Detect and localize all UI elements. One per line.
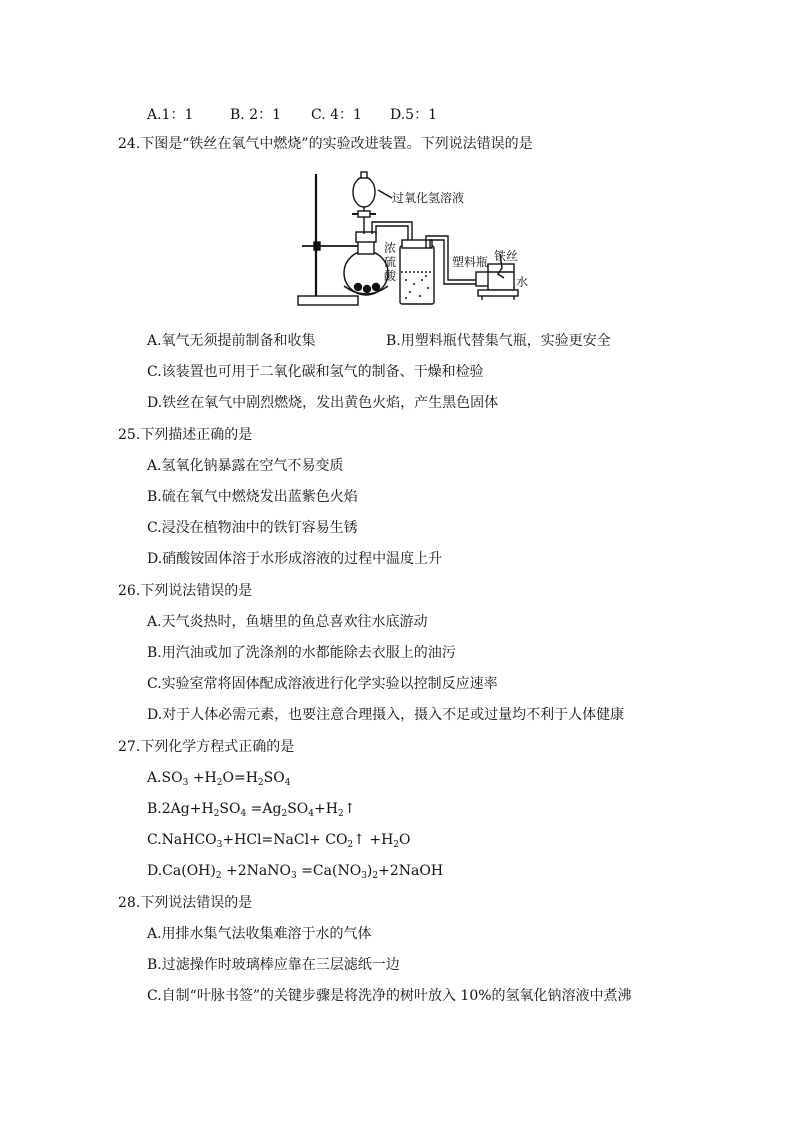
q23-option-a: A.1：1 (147, 107, 194, 123)
label-bottle: 塑料瓶 (452, 255, 489, 269)
q27-option-a: $A.SO_3 +H_2O=H_2SO_4$ (147, 770, 291, 788)
q25-option-b: B.硫在氧气中燃烧发出蓝紫色火焰 (147, 489, 358, 505)
q26-option-a: A.天气炎热时，鱼塘里的鱼总喜欢往水底游动 (147, 614, 428, 630)
q24-option-a: A.氧气无须提前制备和收集 (147, 333, 316, 349)
label-acid-2: 硫 (384, 255, 397, 269)
label-water: 水 (516, 275, 528, 289)
q26-stem: 26.下列说法错误的是 (118, 583, 253, 599)
q25-stem: 25.下列描述正确的是 (118, 427, 253, 443)
q27-stem: 27.下列化学方程式正确的是 (118, 739, 295, 755)
water-trough (488, 264, 514, 290)
q23-option-d: D.5：1 (390, 107, 437, 123)
q27-option-d: $D.Ca(OH)_2$ +2NaNO$_3$ $=Ca(NO_3)_2+2NaOH$ (147, 863, 444, 881)
q28-stem: 28.下列说法错误的是 (118, 895, 253, 911)
q24-stem: 24.下图是“铁丝在氧气中燃烧”的实验改进装置。下列说法错误的是 (118, 136, 533, 152)
acid-bottle (400, 246, 434, 304)
q25-option-d: D.硝酸铵固体溶于水形成溶液的过程中温度上升 (147, 551, 443, 567)
q28-option-c: C.自制“叶脉书签”的关键步骤是将洗净的树叶放入 10%的氢氧化钠溶液中煮沸 (147, 988, 632, 1004)
q28-option-b: B.过滤操作时玻璃棒应靠在三层滤纸一边 (147, 957, 400, 973)
apparatus-figure (292, 168, 528, 310)
q25-option-c: C.浸没在植物油中的铁钉容易生锈 (147, 520, 358, 536)
q26-option-b: B.用汽油或加了洗涤剂的水都能除去衣服上的油污 (147, 645, 456, 661)
label-acid-3: 酸 (384, 269, 397, 283)
q23-option-c: C. 4：1 (311, 107, 362, 123)
q24-option-b: B.用塑料瓶代替集气瓶，实验更安全 (386, 333, 611, 349)
q27-option-b: $B.2Ag+H_2SO_4$ $=Ag_2SO_4+H_2↑$ (147, 801, 356, 819)
stand-base (298, 296, 358, 305)
label-acid-1: 浓 (384, 241, 397, 255)
label-peroxide: 过氧化氢溶液 (392, 191, 465, 205)
separatory-funnel (353, 177, 375, 207)
q24-option-c: C.该装置也可用于二氧化碳和氢气的制备、干燥和检验 (147, 364, 484, 380)
q25-option-a: A.氢氧化钠暴露在空气不易变质 (147, 458, 344, 474)
q26-option-d: D.对于人体必需元素，也要注意合理摄入，摄入不足或过量均不利于人体健康 (147, 707, 625, 723)
q28-option-a: A.用排水集气法收集难溶于水的气体 (147, 926, 372, 942)
q23-option-b: B. 2：1 (230, 107, 282, 123)
q26-option-c: C.实验室常将固体配成溶液进行化学实验以控制反应速率 (147, 676, 498, 692)
label-wire: 铁丝 (494, 249, 519, 263)
q27-option-c: C.NaHCO$_3$+HCl=NaCl+ $CO_2↑ +H_2O$ (147, 832, 411, 850)
q24-option-d: D.铁丝在氧气中剧烈燃烧，发出黄色火焰，产生黑色固体 (147, 395, 499, 411)
